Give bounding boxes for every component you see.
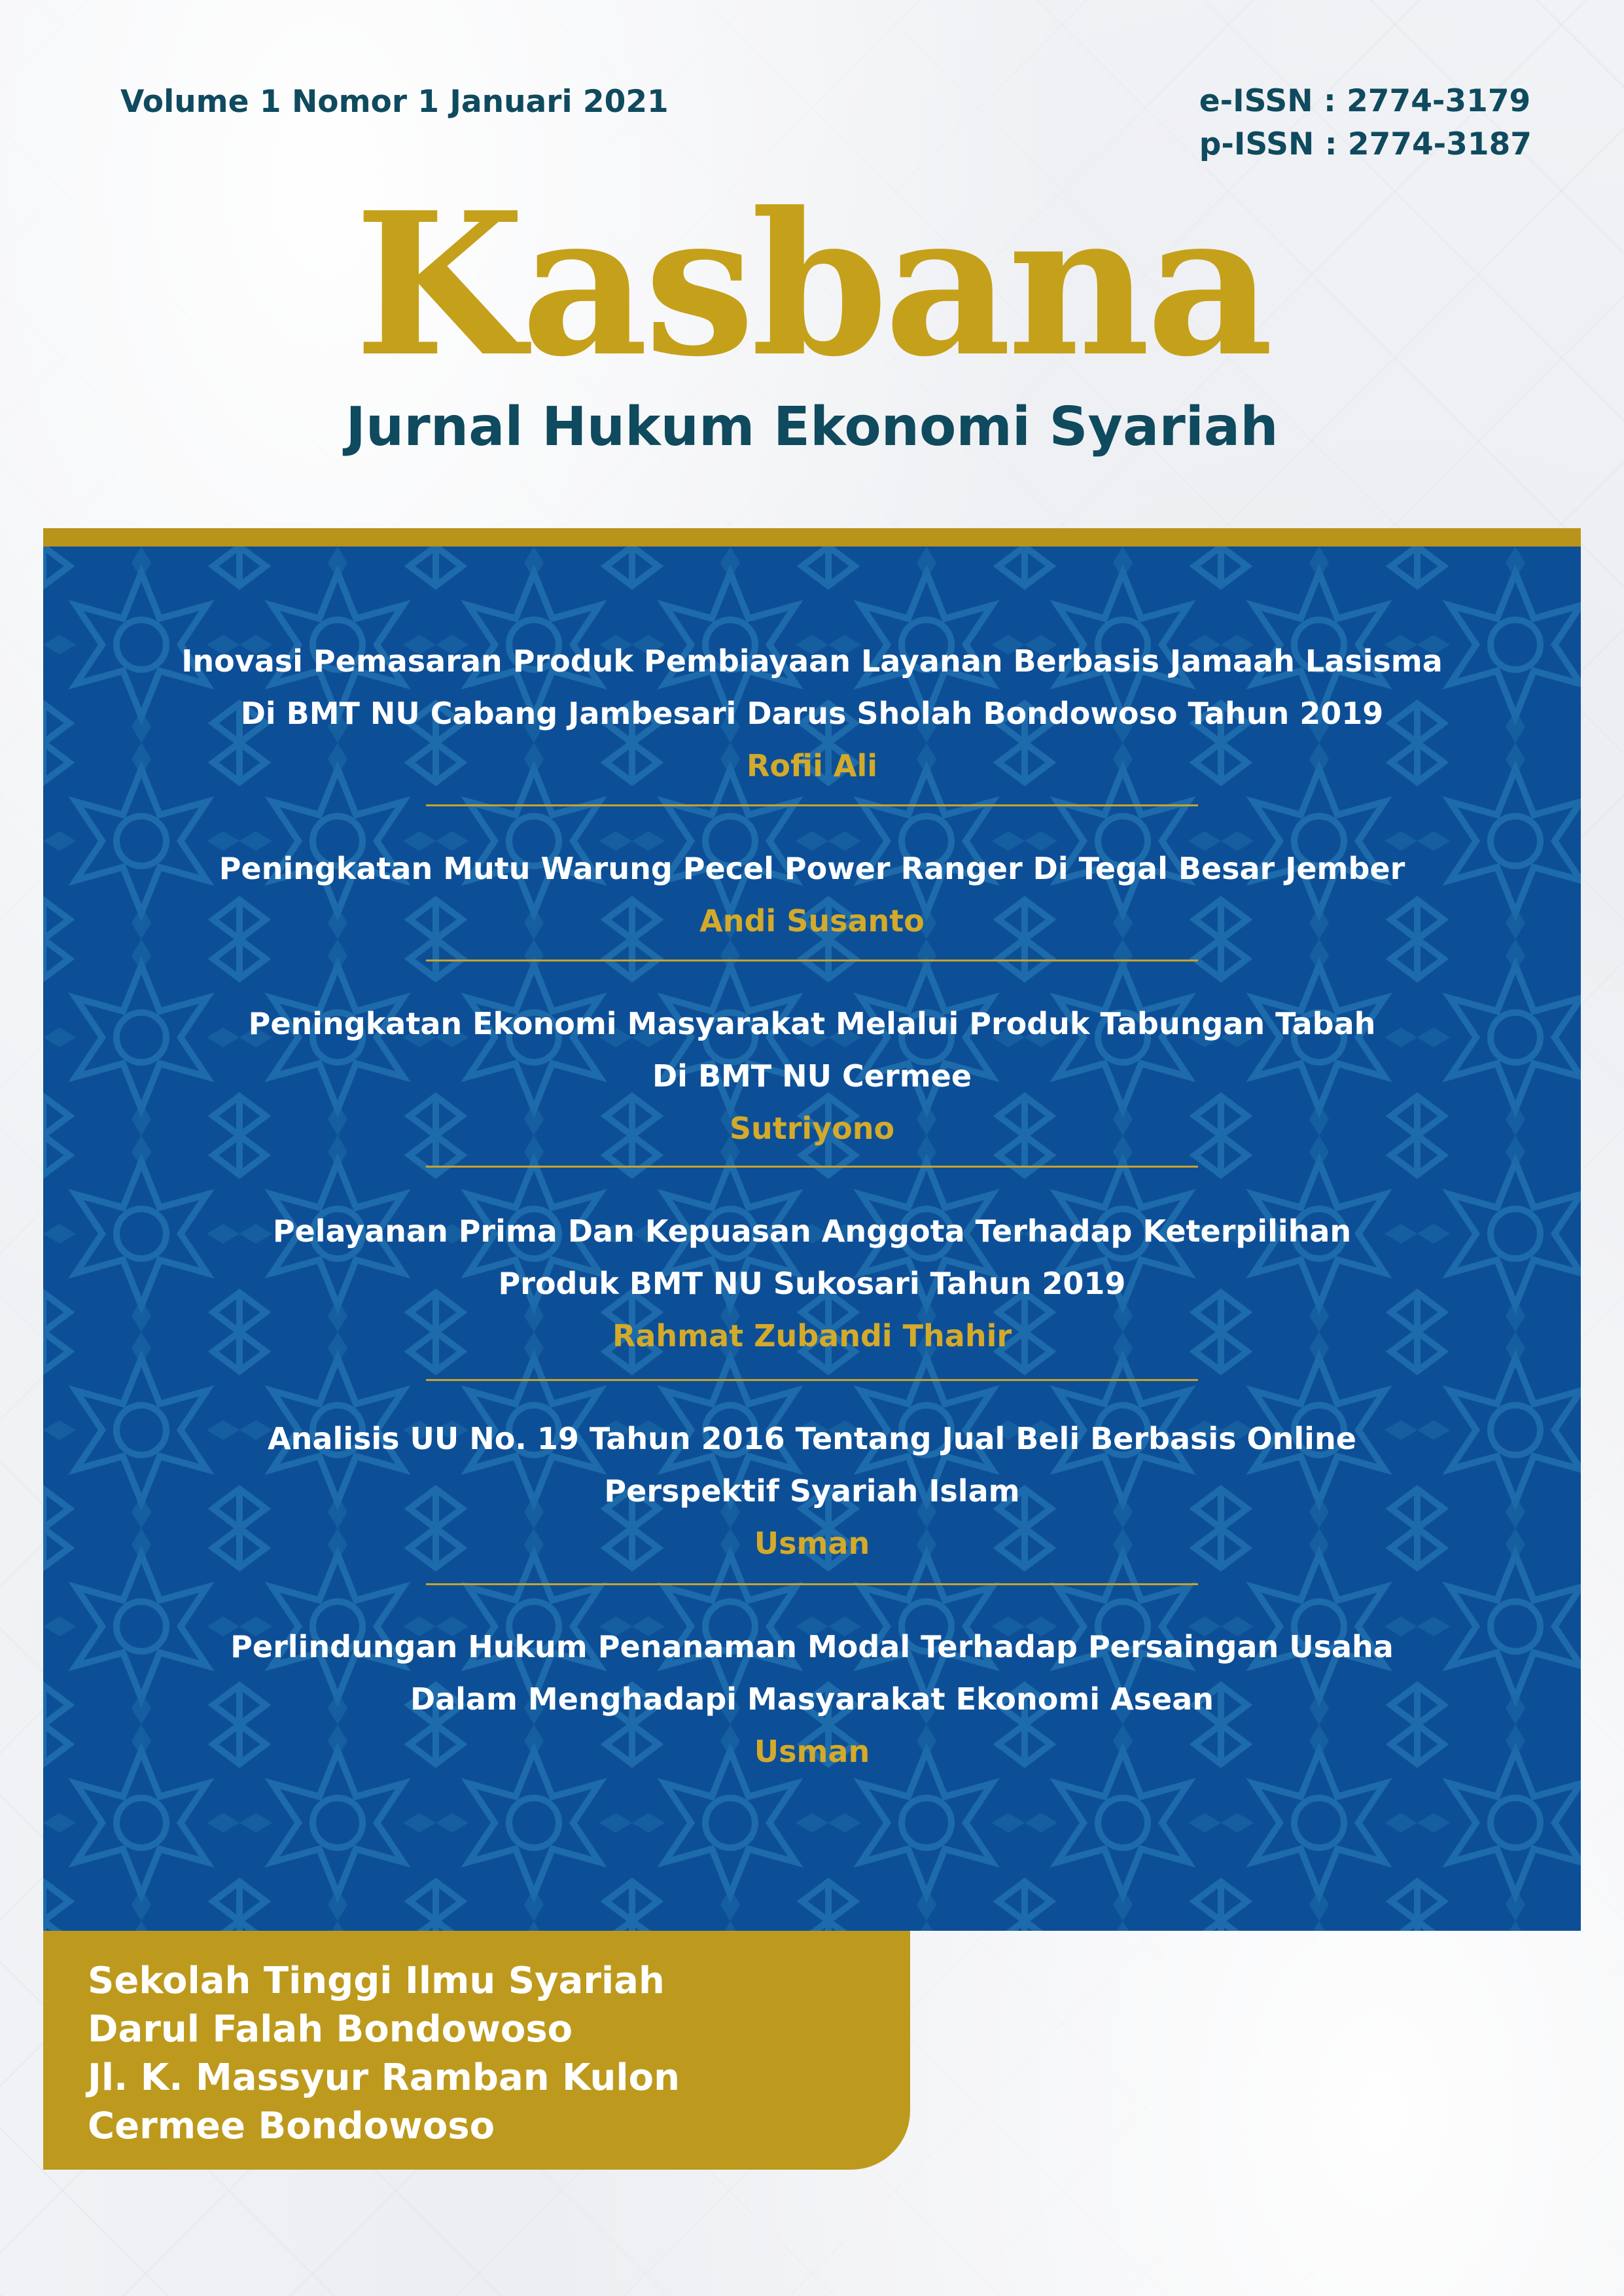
article-title-line: Peningkatan Ekonomi Masyarakat Melalui Produk Tabungan Tabah bbox=[248, 1006, 1376, 1041]
article-divider bbox=[426, 1583, 1198, 1585]
article-title-line: Produk BMT NU Sukosari Tahun 2019 bbox=[498, 1266, 1126, 1301]
article-author: Andi Susanto bbox=[699, 903, 925, 939]
article-title-line: Inovasi Pemasaran Produk Pembiayaan Layanan Berbasis Jamaah Lasisma bbox=[181, 643, 1443, 679]
article-1 bbox=[43, 635, 1581, 792]
p-issn: p-ISSN : 2774-3187 bbox=[1199, 126, 1532, 162]
article-author: Rahmat Zubandi Thahir bbox=[612, 1318, 1012, 1354]
article-author: Usman bbox=[754, 1526, 870, 1561]
institution-box bbox=[43, 1931, 910, 2170]
article-title-line: Dalam Menghadapi Masyarakat Ekonomi Asean bbox=[410, 1681, 1214, 1717]
article-title-line: Analisis UU No. 19 Tahun 2016 Tentang Jual Beli Berbasis Online bbox=[268, 1421, 1356, 1456]
article-title-line: Di BMT NU Cabang Jambesari Darus Sholah Bondowoso Tahun 2019 bbox=[240, 696, 1384, 731]
article-divider bbox=[426, 804, 1198, 806]
article-2 bbox=[43, 842, 1581, 947]
article-4 bbox=[43, 1205, 1581, 1362]
article-title-line: Perlindungan Hukum Penanaman Modal Terhadap Persaingan Usaha bbox=[230, 1629, 1394, 1664]
article-3 bbox=[43, 997, 1581, 1155]
institution-line: Darul Falah Bondowoso bbox=[88, 2008, 573, 2051]
article-title-line: Di BMT NU Cermee bbox=[652, 1058, 972, 1094]
institution-address bbox=[88, 1957, 680, 2151]
article-title-line: Perspektif Syariah Islam bbox=[604, 1473, 1020, 1509]
e-issn: e-ISSN : 2774-3179 bbox=[1199, 83, 1531, 119]
article-author: Sutriyono bbox=[729, 1111, 895, 1146]
article-5 bbox=[43, 1412, 1581, 1570]
gold-divider-bar bbox=[43, 528, 1581, 547]
article-title-line: Pelayanan Prima Dan Kepuasan Anggota Terhadap Keterpilihan bbox=[272, 1213, 1352, 1249]
institution-line: Jl. K. Massyur Ramban Kulon bbox=[88, 2056, 680, 2099]
journal-subtitle: Jurnal Hukum Ekonomi Syariah bbox=[345, 396, 1279, 458]
volume-info: Volume 1 Nomor 1 Januari 2021 bbox=[120, 84, 669, 120]
article-divider bbox=[426, 1379, 1198, 1381]
article-author: Usman bbox=[754, 1734, 870, 1769]
article-list-panel bbox=[43, 547, 1581, 1931]
article-author: Rofii Ali bbox=[746, 748, 878, 783]
issn-block bbox=[1199, 80, 1532, 166]
cover-header bbox=[0, 0, 1624, 524]
journal-title: Kasbana bbox=[354, 169, 1270, 400]
article-divider bbox=[426, 960, 1198, 961]
institution-line: Sekolah Tinggi Ilmu Syariah bbox=[88, 1960, 665, 2002]
article-title-line: Peningkatan Mutu Warung Pecel Power Ranger Di Tegal Besar Jember bbox=[219, 851, 1405, 886]
article-divider bbox=[426, 1166, 1198, 1168]
article-6 bbox=[43, 1621, 1581, 1778]
institution-line: Cermee Bondowoso bbox=[88, 2105, 495, 2147]
